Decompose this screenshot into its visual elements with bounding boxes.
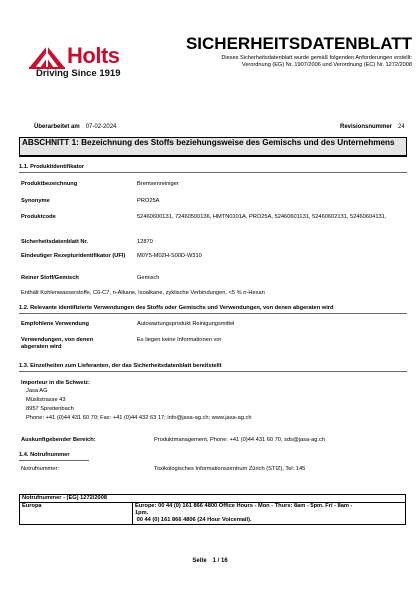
- section-1-title: ABSCHNITT 1: Bezeichnung des Stoffs beziehungsweise des Gemischs und des Unternehmens: [22, 138, 395, 147]
- uses-advised-against-label: Verwendungen, von denen abgeraten wird: [21, 337, 94, 350]
- substance-mixture-label: Reiner Stoff/Gemisch: [21, 275, 79, 281]
- importer-label: Importeur in die Schweiz:: [21, 380, 90, 386]
- revision-number: [340, 124, 405, 130]
- importer-city: 8957 Spreitenbach: [26, 406, 74, 412]
- subtitle-line: Verordnung (EG) Nr. 1907/2006 und Verordnung (EC) Nr. 1272/2008: [241, 62, 412, 68]
- importer-contact: Phone: +41 (0)44 431 60 70; Fax: +41 (0)44 432 63 17; info@jasa-ag.ch; www.jasa-ag.ch: [26, 415, 252, 421]
- emergency-number-label: Notrufnummer:: [21, 466, 59, 472]
- subsection-1-4-heading: 1.4. Notrufnummer: [19, 452, 70, 458]
- uses-advised-against-value: Es liegen keine Informationen vor: [137, 337, 222, 343]
- divider: [19, 460, 89, 461]
- subsection-1-3-heading: 1.3. Einzelheiten zum Lieferanten, der das Sicherheitsdatenblatt bereitstellt: [19, 363, 222, 369]
- brand-tagline: Driving Since 1919: [36, 68, 121, 79]
- information-department-value: Produktmanagement, Phone: +41 (0)44 431 60 70, sds@jasa-ag.ch: [154, 437, 325, 443]
- recommended-use-value: Autowartungsprodukt Reinigungsmittel: [137, 321, 235, 327]
- table-region-cell: Europa: [20, 503, 133, 525]
- table-row: [20, 503, 406, 525]
- contact-line: Europe: 00 44 (0) 161 866 4800 Office Hours - Mon - Thurs: 8am - 5pm. Fri - 8am -: [135, 503, 353, 509]
- recommended-use-label: Empfohlene Verwendung: [21, 321, 89, 327]
- sds-number-value: 12870: [137, 239, 153, 245]
- page-label: Seite: [192, 558, 207, 564]
- revised-date: [34, 124, 116, 130]
- table-header-cell: Notrufnummer - (EG) 1272/2008: [20, 495, 406, 503]
- synonyms-label: Synonyme: [21, 198, 50, 204]
- table-contact-cell: [133, 503, 406, 525]
- synonyms-value: PRO25A: [137, 198, 160, 204]
- product-code-label: Produktcode: [21, 214, 56, 220]
- page-footer: [0, 558, 420, 564]
- subsection-1-1-heading: 1.1. Produktidentifikator: [19, 164, 85, 170]
- contact-line: 00 44 (0) 161 866 4806 (24 Hour Voicemail).: [135, 517, 252, 523]
- revision-label: Revisionsnummer: [340, 124, 393, 130]
- divider: [19, 371, 407, 372]
- divider: [19, 313, 407, 314]
- substance-mixture-value: Gemisch: [137, 275, 160, 281]
- product-name-label: Produktbezeichnung: [21, 181, 78, 187]
- revision-value: 24: [398, 124, 405, 130]
- sds-number-label: Sicherheitsdatenblatt Nr.: [21, 239, 89, 245]
- information-department-label: Auskunftgebender Bereich:: [21, 437, 96, 443]
- contact-line: 1pm.: [135, 510, 149, 516]
- subsection-1-2-heading: 1.2. Relevante identifizierte Verwendungen des Stoffs oder Gemischs und Verwendungen, von denen abgeraten wird: [19, 305, 334, 311]
- emergency-number-table: [19, 494, 406, 525]
- product-name-value: Bremsenreiniger: [137, 181, 179, 187]
- document-subtitle: [221, 55, 412, 69]
- brand-name: Holts: [67, 43, 120, 68]
- union-flag-icon: [27, 44, 67, 70]
- contains-note: Enthält Kohlenwasserstoffe, C6-C7, n-Alkane, Isoalkane, zyklische Verbindungen, <5 % n-Hexan: [21, 290, 265, 296]
- ufi-label: Eindeutiger Rezepturidentifikator (UFI): [21, 253, 126, 259]
- page-number: 1 / 16: [212, 558, 228, 564]
- table-row: [20, 495, 406, 503]
- importer-name: Jasa AG: [26, 388, 48, 394]
- revised-value: 07-02-2024: [85, 124, 117, 130]
- subtitle-line: Dieses Sicherheitsdatenblatt wurde gemäß folgenden Anforderungen erstellt:: [221, 55, 412, 61]
- product-code-value: 52460600131, 72460500136, HMTN0101A, PRO25A, 52460601131, 52460602131, 52460604131,: [137, 214, 387, 220]
- ufi-value: M0Y5-M02H-S00D-W310: [137, 253, 202, 259]
- revised-label: Überarbeitet am: [34, 124, 80, 130]
- divider: [19, 172, 407, 173]
- importer-street: Müslistrasse 43: [26, 397, 66, 403]
- document-title: SICHERHEITSDATENBLATT: [185, 34, 412, 53]
- emergency-number-value: Toxikologisches Informationszentrum Zürich (STIZ), Tel: 145: [154, 466, 306, 472]
